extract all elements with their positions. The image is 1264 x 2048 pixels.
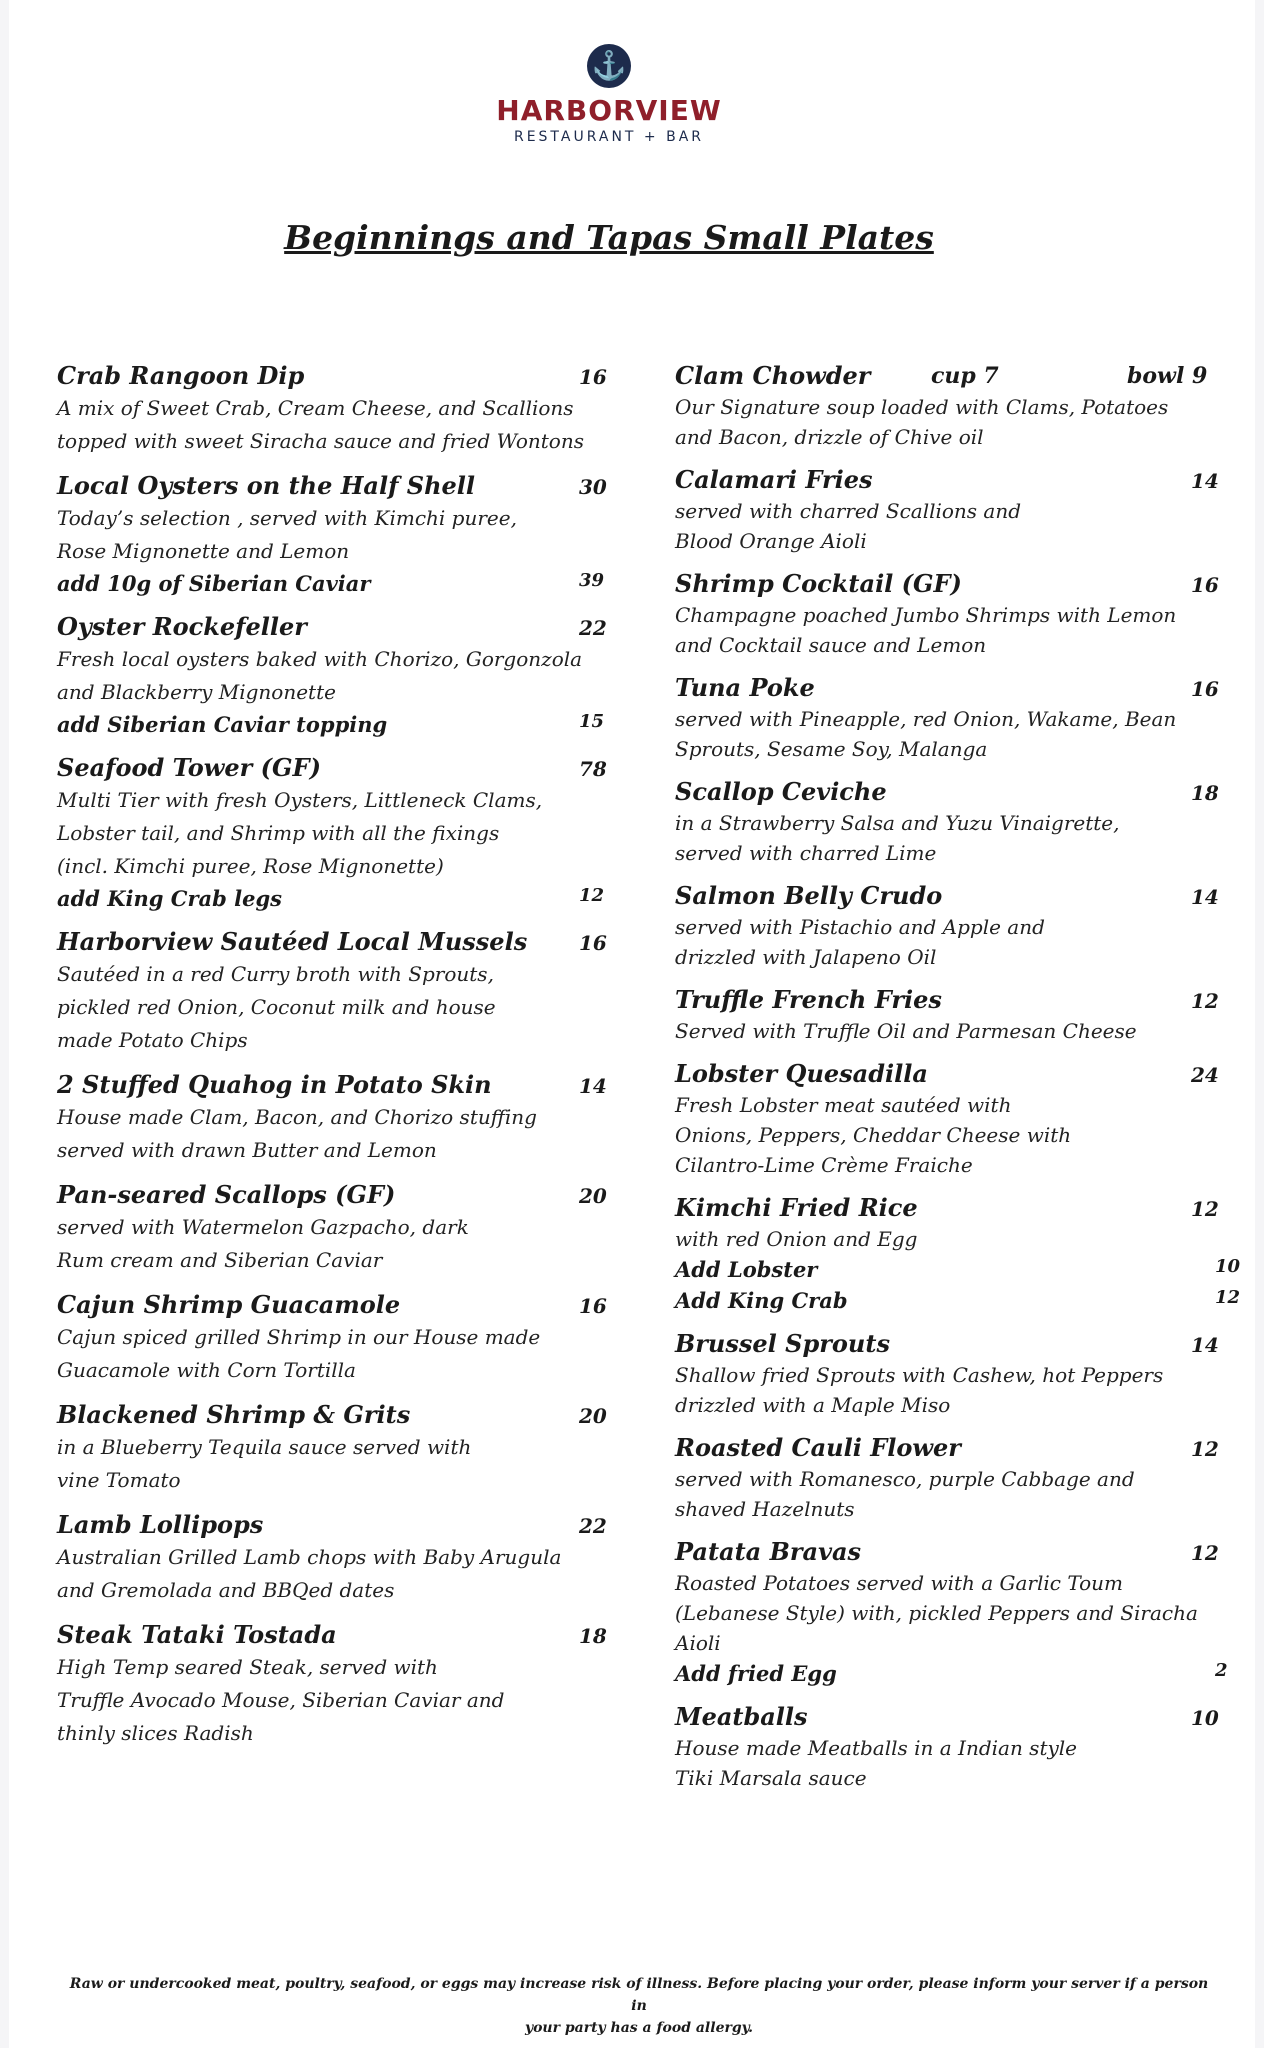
addon-name: Add Lobster: [675, 1257, 818, 1282]
item-price: 20: [579, 1184, 607, 1208]
item-name: Patata Bravas: [675, 1537, 862, 1566]
menu-item: [57, 1289, 637, 1387]
menu-item: [57, 752, 637, 914]
addon-price: 15: [579, 711, 605, 732]
item-description: and Bacon, drizzle of Chive oil: [675, 425, 984, 449]
item-description: served with drawn Butter and Lemon: [57, 1138, 437, 1162]
allergy-notice-line2: your party has a food allergy.: [524, 2020, 754, 2036]
item-description: A mix of Sweet Crab, Cream Cheese, and Scallions: [57, 396, 574, 420]
menu-item: [675, 1536, 1233, 1689]
item-price: 14: [1191, 1333, 1219, 1357]
anchor-icon: ⚓: [587, 44, 631, 88]
item-price: 20: [579, 1404, 607, 1428]
item-name: Kimchi Fried Rice: [675, 1193, 918, 1222]
item-addon: [57, 568, 637, 599]
item-price: 24: [1191, 1063, 1219, 1087]
item-addon: [675, 1285, 1241, 1316]
item-name: Salmon Belly Crudo: [675, 881, 943, 910]
addon-name: Add fried Egg: [675, 1661, 837, 1686]
menu-item: [57, 1509, 637, 1607]
item-name: Meatballs: [675, 1702, 808, 1731]
item-description: and Gremolada and BBQed dates: [57, 1578, 395, 1602]
item-description: served with Watermelon Gazpacho, dark: [57, 1215, 469, 1239]
item-description: Our Signature soup loaded with Clams, Potatoes: [675, 395, 1169, 419]
item-description: Truffle Avocado Mouse, Siberian Caviar and: [57, 1688, 505, 1712]
menu-item: [57, 926, 637, 1057]
item-price-bowl: bowl 9: [1127, 363, 1208, 389]
item-description: and Blackberry Mignonette: [57, 680, 336, 704]
right-column: [675, 360, 1241, 1805]
item-description: Champagne poached Jumbo Shrimps with Lemon: [675, 603, 1177, 627]
item-price: 12: [1191, 989, 1219, 1013]
item-price-cup: cup 7: [931, 363, 999, 389]
item-price: 12: [1191, 1541, 1219, 1565]
menu-item: [675, 672, 1233, 764]
item-description: served with charred Scallions and: [675, 499, 1022, 523]
item-name: Tuna Poke: [675, 673, 815, 702]
item-name: Calamari Fries: [675, 465, 873, 494]
addon-name: add King Crab legs: [57, 886, 283, 911]
item-name: Scallop Ceviche: [675, 777, 887, 806]
item-description: served with Pistachio and Apple and: [675, 915, 1045, 939]
item-price: 14: [579, 1074, 607, 1098]
menu-sheet: [9, 0, 1255, 2048]
item-name: Crab Rangoon Dip: [57, 361, 305, 390]
item-description: topped with sweet Siracha sauce and fried Wontons: [57, 429, 584, 453]
logo: [9, 44, 1209, 145]
item-description: thinly slices Radish: [57, 1721, 254, 1745]
item-addon: [57, 883, 637, 914]
addon-name: add 10g of Siberian Caviar: [57, 571, 371, 596]
item-price: 16: [579, 1294, 607, 1318]
item-description: and Cocktail sauce and Lemon: [675, 633, 987, 657]
item-description: in a Blueberry Tequila sauce served with: [57, 1435, 472, 1459]
item-description: Rose Mignonette and Lemon: [57, 539, 350, 563]
item-description: Fresh Lobster meat sautéed with: [675, 1093, 1012, 1117]
item-description: served with Pineapple, red Onion, Wakame, Bean: [675, 707, 1177, 731]
menu-item: [675, 1701, 1233, 1793]
item-description: drizzled with Jalapeno Oil: [675, 945, 937, 969]
item-description: Onions, Peppers, Cheddar Cheese with: [675, 1123, 1072, 1147]
item-description: Rum cream and Siberian Caviar: [57, 1248, 383, 1272]
menu-item: [57, 1069, 637, 1167]
item-description: in a Strawberry Salsa and Yuzu Vinaigrette,: [675, 811, 1120, 835]
menu-item: [57, 611, 637, 740]
item-name: Truffle French Fries: [675, 985, 942, 1014]
item-price: 14: [1191, 885, 1219, 909]
item-description: Today’s selection , served with Kimchi puree,: [57, 506, 517, 530]
item-description: Blood Orange Aioli: [675, 529, 867, 553]
item-description: Australian Grilled Lamb chops with Baby Arugula: [57, 1545, 562, 1569]
item-description: Multi Tier with fresh Oysters, Littleneck Clams,: [57, 788, 543, 812]
item-name: Roasted Cauli Flower: [675, 1433, 961, 1462]
item-description: made Potato Chips: [57, 1028, 248, 1052]
item-description: pickled red Onion, Coconut milk and house: [57, 995, 496, 1019]
item-description: Lobster tail, and Shrimp with all the fixings: [57, 821, 500, 845]
item-name: Lobster Quesadilla: [675, 1059, 928, 1088]
allergy-notice: [69, 1973, 1209, 2039]
item-name: Blackened Shrimp & Grits: [57, 1400, 411, 1429]
item-price: 12: [1191, 1437, 1219, 1461]
item-description: Fresh local oysters baked with Chorizo, Gorgonzola: [57, 647, 583, 671]
item-price: 18: [579, 1624, 607, 1648]
addon-price: 12: [579, 885, 605, 906]
item-name: Seafood Tower (GF): [57, 753, 321, 782]
item-description: Served with Truffle Oil and Parmesan Cheese: [675, 1019, 1137, 1043]
allergy-notice-line1: Raw or undercooked meat, poultry, seafood, or eggs may increase risk of illness. Before placing your order, please inform your server if a person in: [69, 1976, 1209, 2014]
item-name: Harborview Sautéed Local Mussels: [57, 927, 528, 956]
item-description: served with Romanesco, purple Cabbage and: [675, 1467, 1135, 1491]
item-addon: [675, 1254, 1241, 1285]
addon-name: add Siberian Caviar topping: [57, 712, 388, 737]
addon-name: Add King Crab: [675, 1288, 848, 1313]
brand-name: HARBORVIEW: [496, 94, 722, 127]
menu-item: [57, 1179, 637, 1277]
menu-item: [57, 470, 637, 599]
item-description: Shallow fried Sprouts with Cashew, hot Peppers: [675, 1363, 1164, 1387]
menu-item: [57, 360, 637, 458]
menu-item: [675, 776, 1233, 868]
item-description: Tiki Marsala sauce: [675, 1766, 867, 1790]
item-description: Guacamole with Corn Tortilla: [57, 1358, 356, 1382]
menu-item: [57, 1619, 637, 1750]
menu-item: [675, 880, 1233, 972]
menu-item: [675, 1432, 1233, 1524]
item-price: 30: [579, 475, 607, 499]
menu-item: [57, 1399, 637, 1497]
item-description: Sautéed in a red Curry broth with Sprouts,: [57, 962, 494, 986]
item-description: Cilantro-Lime Crème Fraiche: [675, 1153, 973, 1177]
item-description: Sprouts, Sesame Soy, Malanga: [675, 737, 988, 761]
item-price: 22: [579, 616, 607, 640]
item-description: House made Meatballs in a Indian style: [675, 1736, 1078, 1760]
menu-item: [675, 568, 1233, 660]
item-price: 16: [579, 365, 607, 389]
menu-title: Beginnings and Tapas Small Plates: [284, 218, 934, 257]
addon-price: 39: [579, 570, 605, 591]
menu-item: [675, 1058, 1233, 1180]
item-addon: [675, 1658, 1233, 1689]
item-name: Clam Chowder: [675, 361, 871, 390]
item-name: Local Oysters on the Half Shell: [57, 471, 476, 500]
item-addon: [57, 709, 637, 740]
addon-price: 2: [1215, 1660, 1228, 1681]
item-description: (incl. Kimchi puree, Rose Mignonette): [57, 854, 444, 878]
item-description: (Lebanese Style) with, pickled Peppers and Siracha: [675, 1601, 1198, 1625]
item-name: Cajun Shrimp Guacamole: [57, 1290, 401, 1319]
menu-item: [675, 984, 1233, 1046]
item-price: 18: [1191, 781, 1219, 805]
item-name: Brussel Sprouts: [675, 1329, 890, 1358]
item-name: Pan-seared Scallops (GF): [57, 1180, 396, 1209]
item-price: 78: [579, 757, 607, 781]
item-name: Oyster Rockefeller: [57, 612, 307, 641]
item-price: 10: [1191, 1706, 1219, 1730]
item-description: Roasted Potatoes served with a Garlic Toum: [675, 1571, 1124, 1595]
item-price: 14: [1191, 469, 1219, 493]
menu-item: [675, 1328, 1233, 1420]
item-price: 12: [1191, 1197, 1219, 1221]
item-description: House made Clam, Bacon, and Chorizo stuffing: [57, 1105, 537, 1129]
item-price: 22: [579, 1514, 607, 1538]
item-description: with red Onion and Egg: [675, 1227, 918, 1251]
item-description: served with charred Lime: [675, 841, 937, 865]
item-price: 16: [1191, 677, 1219, 701]
item-name: Lamb Lollipops: [57, 1510, 264, 1539]
addon-price: 12: [1215, 1287, 1241, 1308]
item-name: Steak Tataki Tostada: [57, 1620, 337, 1649]
item-description: drizzled with a Maple Miso: [675, 1393, 951, 1417]
item-description: High Temp seared Steak, served with: [57, 1655, 438, 1679]
left-column: [57, 360, 637, 1762]
item-name: 2 Stuffed Quahog in Potato Skin: [57, 1070, 492, 1099]
item-price: 16: [579, 931, 607, 955]
addon-price: 10: [1215, 1256, 1241, 1277]
menu-item: [675, 1192, 1241, 1316]
brand-subtitle: RESTAURANT + BAR: [513, 129, 705, 145]
item-description: shaved Hazelnuts: [675, 1497, 855, 1521]
item-price: 16: [1191, 573, 1219, 597]
menu-item: [675, 464, 1233, 556]
item-name: Shrimp Cocktail (GF): [675, 569, 962, 598]
item-description: vine Tomato: [57, 1468, 181, 1492]
item-description: Aioli: [675, 1631, 721, 1655]
item-description: Cajun spiced grilled Shrimp in our House made: [57, 1325, 541, 1349]
menu-item: [675, 360, 1233, 452]
